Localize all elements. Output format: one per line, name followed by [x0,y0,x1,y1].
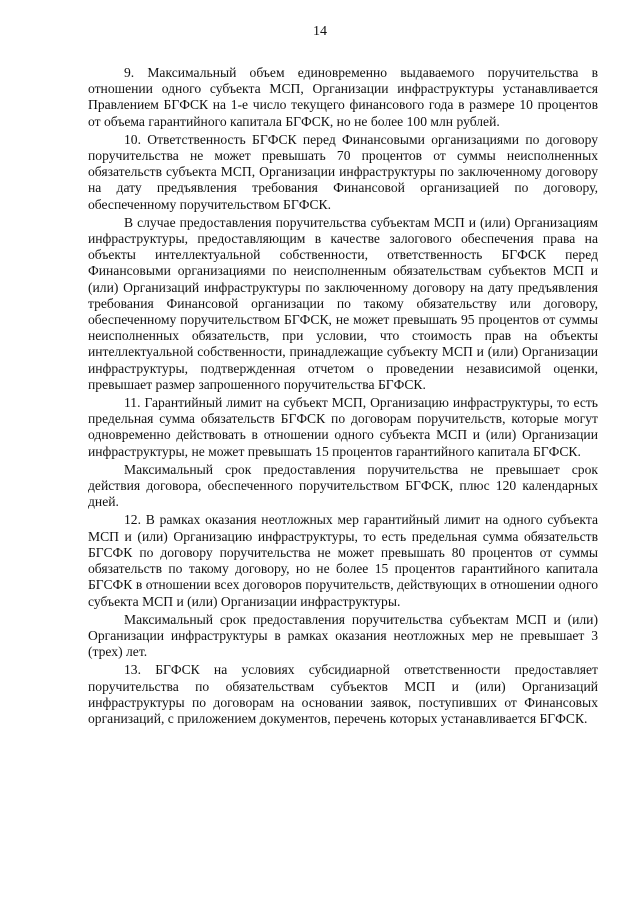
paragraph-item-9: 9. Максимальный объем единовременно выдаваемого поручительства в отношении одного субъекта МСП, Организации инфраструктуры устанавливается Правлением БГФСК на 1-е число текущего финансового года в размере 10 процентов от объема гарантийного капитала БГФСК, но не более 100 млн рублей. [88,65,598,129]
paragraph-item-10: 10. Ответственность БГФСК перед Финансовыми организациями по договору поручительства не может превышать 70 процентов от суммы неисполненных обязательств субъекта МСП, Организации инфраструктуры по заключенному договору на дату предъявления требования Финансовой организацией по договору, обеспеченному поручительством БГФСК. [88,131,598,212]
document-body [88,65,598,727]
paragraph-max-term: Максимальный срок предоставления поручительства не превышает срок действия договора, обеспеченного поручительством БГФСК, плюс 120 календарных дней. [88,461,598,510]
paragraph-intellectual-property: В случае предоставления поручительства субъектам МСП и (или) Организациям инфраструктуры, предоставляющим в качестве залогового обеспечения права на объекты интеллектуальной собственности, ответственность БГФСК перед Финансовыми организациями по неисполненным обязательствам субъектов МСП и (или) Организаций инфраструктуры по заключенному договору на дату предъявления требования Финансовой организации по такому обязательству или договору, обеспеченному поручительством БГФСК, не может превышать 95 процентов от суммы неисполненных обязательств, при условии, что стоимость прав на объекты интеллектуальной собственности, принадлежащие субъекту МСП и (или) Организации инфраструктуры, подтвержденная отчетом о проведении независимой оценки, превышает размер запрошенного поручительства БГФСК. [88,214,598,392]
paragraph-item-13: 13. БГФСК на условиях субсидиарной ответственности предоставляет поручительства по обязательствам субъектов МСП и (или) Организаций инфраструктуры по договорам на основании заявок, поступивших от Финансовых организаций, с приложением документов, перечень которых устанавливается БГФСК. [88,662,598,726]
paragraph-urgent-measures-term: Максимальный срок предоставления поручительства субъектам МСП и (или) Организации инфраструктуры в рамках оказания неотложных мер не превышает 3 (трех) лет. [88,611,598,660]
paragraph-item-11: 11. Гарантийный лимит на субъект МСП, Организацию инфраструктуры, то есть предельная сумма обязательств БГФСК по договорам поручительств, которые могут одновременно действовать в отношении одного субъекта МСП и (или) Организации инфраструктуры, не может превышать 15 процентов гарантийного капитала БГФСК. [88,395,598,459]
page-number: 14 [313,24,327,39]
paragraph-item-12: 12. В рамках оказания неотложных мер гарантийный лимит на одного субъекта МСП и (или) Организацию инфраструктуры, то есть предельная сумма обязательств БГСФК по договору поручительства не может превышать 80 процентов от суммы обязательств по такому договору, но не более 15 процентов гарантийного капитала БГСФК в отношении всех договоров поручительств, действующих в отношении одного субъекта МСП и (или) Организации инфраструктуры. [88,512,598,609]
